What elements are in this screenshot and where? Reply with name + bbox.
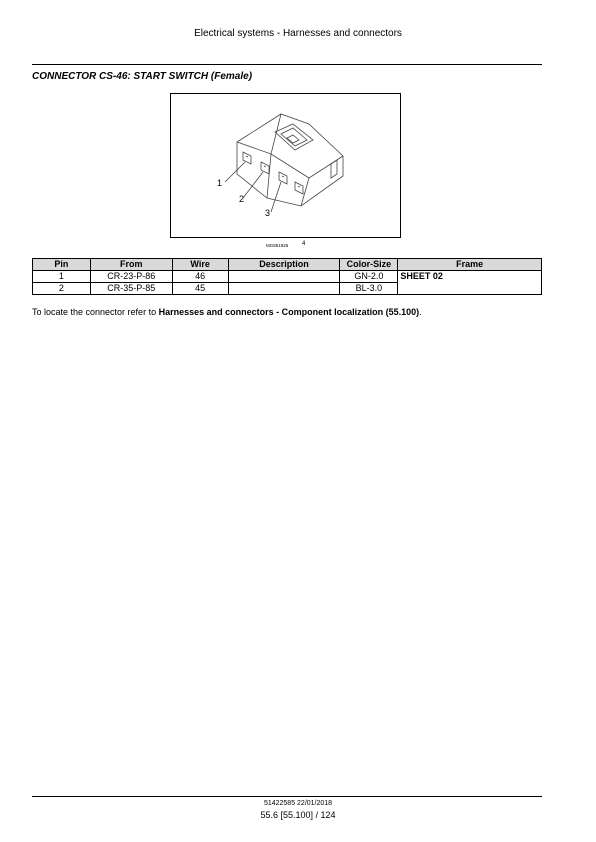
cell-color-size: BL-3.0: [340, 283, 398, 295]
header-from: From: [90, 259, 172, 271]
locate-note-suffix: .: [419, 307, 422, 317]
cell-wire: 45: [172, 283, 228, 295]
header-wire: Wire: [172, 259, 228, 271]
page-header-title: Electrical systems - Harnesses and connectors: [194, 28, 402, 39]
connector-drawing: [171, 94, 400, 237]
locate-note-prefix: To locate the connector refer to: [32, 307, 159, 317]
figure-image-code: MG851926: [266, 243, 289, 248]
table-row: [33, 271, 542, 283]
cell-pin: 1: [33, 271, 91, 283]
footer-divider: [32, 796, 542, 797]
header-color-size: Color-Size: [340, 259, 398, 271]
localization-reference-link[interactable]: Harnesses and connectors - Component localization (55.100): [158, 307, 420, 317]
cell-from: CR-23-P-86: [90, 271, 172, 283]
header-divider: [32, 64, 542, 65]
table-header-row: [33, 259, 542, 271]
cell-description: [228, 271, 340, 283]
callout-3: 3: [265, 208, 271, 218]
footer-page-ref: 55.6 [55.100] / 124: [260, 810, 336, 820]
callout-2: 2: [239, 194, 245, 204]
cell-wire: 46: [172, 271, 228, 283]
header-frame: Frame: [398, 259, 542, 271]
connector-figure: [170, 93, 401, 238]
cell-frame: SHEET 02: [398, 271, 542, 295]
header-description: Description: [228, 259, 340, 271]
connector-heading: CONNECTOR CS-46: START SWITCH (Female): [32, 71, 253, 82]
cell-from: CR-35-P-85: [90, 283, 172, 295]
figure-number: 4: [302, 241, 306, 247]
cell-description: [228, 283, 340, 295]
cell-color-size: GN-2.0: [340, 271, 398, 283]
callout-1: 1: [217, 178, 223, 188]
pin-table: [32, 258, 542, 295]
footer-document-ref: 51422585 22/01/2018: [263, 800, 333, 807]
header-pin: Pin: [33, 259, 91, 271]
cell-pin: 2: [33, 283, 91, 295]
locate-note: [32, 307, 422, 317]
